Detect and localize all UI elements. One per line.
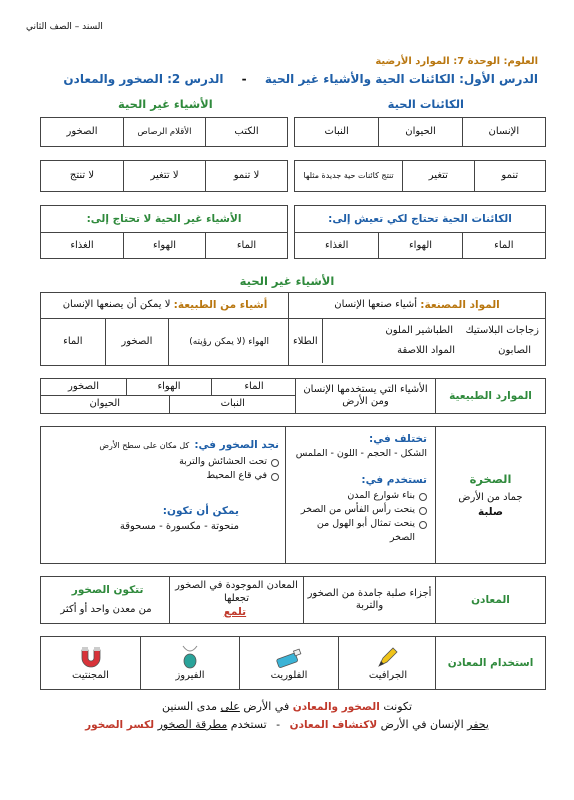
footer-text: تستخدم	[230, 718, 267, 731]
natural-desc: لا يمكن أن يصنعها الإنسان	[62, 299, 171, 311]
living-title: الكائنات الحية	[387, 97, 464, 111]
rock-box	[40, 426, 546, 564]
uses-label: استخدام المعادن	[435, 637, 545, 689]
living-row1	[294, 117, 546, 147]
rock-def: جماد من الأرض	[458, 491, 523, 503]
can-title: يمكن أن تكون:	[162, 505, 239, 517]
resource-item: الماء	[211, 379, 296, 395]
nonliving-title: الأشياء غير الحية	[118, 97, 213, 111]
found-list	[49, 455, 279, 483]
cell: الماء	[205, 233, 287, 259]
lesson1-title: الدرس الأول: الكائنات الحية والأشياء غير الحية	[264, 72, 538, 86]
manmade-header	[289, 293, 545, 319]
cell: الهواء	[378, 233, 461, 259]
resources-label: الموارد الطبيعية	[435, 379, 545, 413]
use-item: المجنتيت	[72, 669, 109, 681]
natural-item: الصخور	[105, 319, 169, 365]
list-item: في قاع المحيط	[49, 469, 279, 483]
toothpaste-icon	[274, 644, 304, 670]
cell: تنتج كائنات حية جديدة مثلها	[303, 171, 394, 181]
minerals-form	[41, 577, 171, 623]
use-item: الجرافيت	[368, 669, 408, 681]
cell: لا تتغير	[123, 161, 205, 191]
minerals-def: أجزاء صلبة جامدة من الصخور والتربة	[303, 577, 435, 623]
rock-label-cell	[435, 427, 545, 563]
list-item: بناء شوارع المدن	[294, 489, 427, 503]
manmade-label: المواد المصنعة:	[420, 298, 500, 311]
dash: -	[241, 72, 247, 86]
manmade-item: الصابون	[498, 345, 531, 356]
cell: لا تنمو	[205, 161, 287, 191]
cell: الحيوان	[378, 118, 461, 146]
cell: الصخور	[66, 126, 98, 137]
use-title: تستخدم في:	[361, 473, 427, 486]
resource-item: الهواء	[126, 379, 211, 395]
use-cell-fluorite	[239, 637, 338, 689]
cell: الهواء	[123, 233, 205, 259]
natural-item: الهواء (لا يمكن رؤيته)	[168, 319, 289, 365]
differ-title: تختلف في:	[369, 433, 427, 445]
list-item: ينحت تمثال أبو الهول من الصخر	[294, 517, 427, 545]
rock-left	[41, 427, 287, 563]
form-title: تتكون الصخور	[71, 583, 144, 596]
minerals-label: المعادن	[435, 577, 545, 623]
pencil-icon	[375, 644, 401, 670]
top-label: السند – الصف الثاني	[26, 22, 103, 32]
resource-item: الصخور	[68, 380, 99, 392]
differ-text: الشكل - الحجم - اللون - الملمس	[295, 448, 427, 459]
footer-text: -	[276, 718, 281, 731]
natural-item: الماء	[63, 335, 83, 347]
rock-middle	[285, 427, 435, 563]
manmade-desc: أشياء صنعها الإنسان	[334, 299, 418, 311]
shine-text: المعادن الموجودة في الصخور تجعلها	[175, 580, 298, 604]
nonliving-row1	[40, 117, 288, 147]
cell: الكتب	[205, 118, 287, 146]
resources-box	[40, 378, 546, 414]
nonliving2-title: الأشياء غير الحية	[239, 274, 335, 288]
cell: الإنسان	[462, 118, 545, 146]
use-cell-magnetite	[41, 637, 140, 689]
living-needs-title: الكائنات الحية تحتاج لكي تعيش إلى:	[295, 206, 545, 233]
minerals-shine	[169, 577, 303, 623]
rock-label: الصخرة	[469, 471, 512, 486]
cell: لا تنتج	[69, 170, 95, 181]
shine-word: تلمع	[223, 606, 247, 619]
natural-header	[41, 293, 289, 319]
nonliving-needs-box	[40, 205, 288, 259]
footer-highlight: الصخور والمعادن	[292, 701, 380, 713]
cell: النبات	[324, 126, 349, 137]
minerals-box	[40, 576, 546, 624]
manmade-item: الطباشير الملون	[385, 325, 453, 336]
use-item: الفلوريت	[270, 669, 308, 681]
list-item: تحت الحشائش والتربة	[49, 455, 279, 469]
cell: تتغير	[402, 161, 473, 191]
form-rest: من معدن واحد أو أكثر	[60, 603, 152, 615]
use-cell-graphite	[338, 637, 437, 689]
found-text: كل مكان على سطح الأرض	[99, 441, 190, 450]
resource-item: الحيوان	[89, 398, 121, 410]
footer-line2	[0, 718, 574, 731]
resources-desc: الأشياء التي يستخدمها الإنسان ومن الأرض	[295, 379, 435, 413]
footer-text: يحفر	[467, 718, 489, 731]
manmade-item: المواد اللاصقة	[397, 345, 455, 356]
footer-highlight: لكسر الصخور	[85, 719, 155, 731]
manmade-item: الطلاء	[293, 319, 323, 363]
cell: الأقلام الرصاص	[123, 118, 205, 146]
nonliving-needs-title: الأشياء غير الحية لا تحتاج إلى:	[41, 206, 287, 233]
manmade-item: زجاجات البلاستيك	[465, 325, 539, 336]
lesson-titles	[63, 72, 538, 86]
uses-box	[40, 636, 546, 690]
found-title: نجد الصخور في:	[194, 439, 279, 451]
unit-title: العلوم: الوحدة 7: الموارد الأرضية	[375, 56, 538, 67]
footer-text: على	[220, 700, 240, 713]
resource-item: النبات	[169, 396, 297, 413]
list-item: ينحت رأس الفأس من الصخر	[294, 503, 427, 517]
cell: الغذاء	[70, 239, 94, 251]
cell: تنمو	[474, 161, 545, 191]
nonliving2-box	[40, 292, 546, 366]
can-text: منحوتة - مكسورة - مسحوقة	[119, 521, 239, 532]
necklace-icon	[179, 644, 201, 670]
cell: الغذاء	[324, 239, 349, 251]
footer-text: في الأرض	[243, 700, 290, 713]
footer-highlight: لاكتشاف المعادن	[289, 719, 378, 731]
living-needs-box	[294, 205, 546, 259]
lesson2-title: الدرس 2: الصخور والمعادن	[63, 72, 224, 86]
use-cell-turquoise	[140, 637, 239, 689]
magnet-icon	[78, 644, 104, 670]
rock-solid: صلبة	[477, 506, 504, 519]
use-item: الفيروز	[175, 669, 205, 681]
footer-text: الإنسان في الأرض	[380, 718, 464, 731]
use-list	[294, 489, 427, 545]
footer-text: تكونت	[383, 700, 413, 713]
footer-text: مطرقة الصخور	[157, 718, 228, 731]
cell: الماء	[462, 233, 545, 259]
natural-label: أشياء من الطبيعة:	[173, 298, 268, 311]
footer-text: مدى السنين	[161, 700, 217, 713]
nonliving-row2	[40, 160, 288, 192]
footer-line1	[0, 700, 574, 713]
living-row2	[294, 160, 546, 192]
